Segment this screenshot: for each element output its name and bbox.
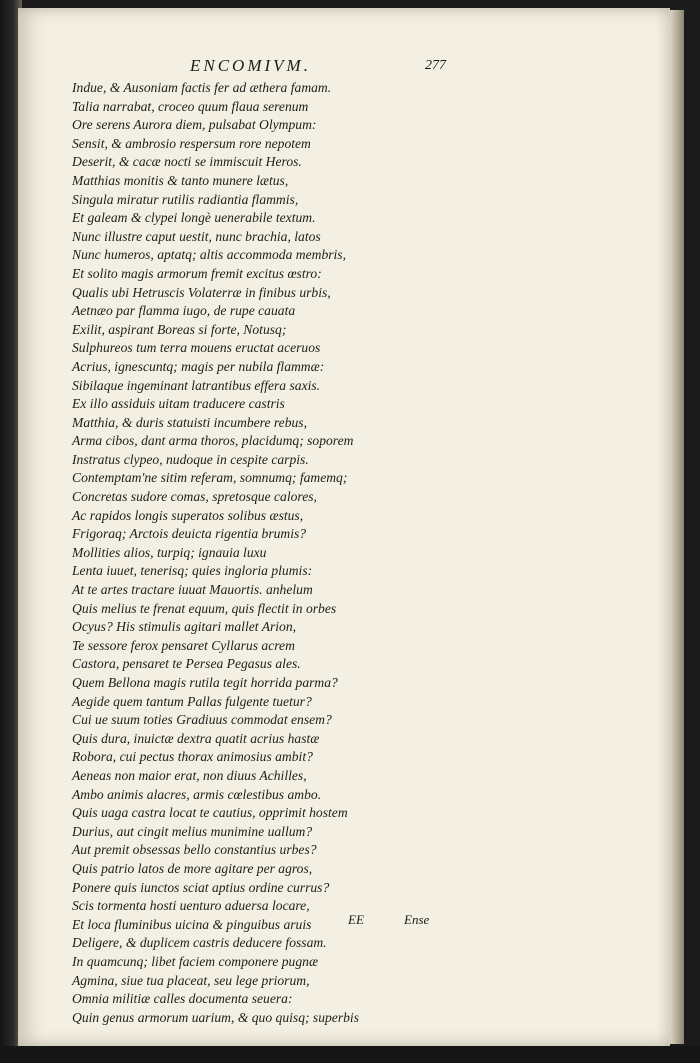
verse-line: Frigoraq; Arctois deuicta rigentia brumis? bbox=[72, 526, 307, 542]
page-number: 277 bbox=[425, 58, 446, 73]
verse-line: Omnia militiæ calles documenta seuera: bbox=[72, 991, 293, 1007]
verse-line: Et loca fluminibus uicina & pinguibus aruis bbox=[72, 916, 312, 932]
verse-line: Deserit, & cacæ nocti se immiscuit Heros. bbox=[72, 154, 302, 170]
verse-line: Deligere, & duplicem castris deducere fossam. bbox=[72, 935, 327, 951]
verse-line: Scis tormenta hosti uenturo aduersa locare, bbox=[72, 898, 310, 914]
verse-line: Lenta iuuet, tenerisq; quies ingloria plumis: bbox=[72, 563, 313, 579]
running-head: ENCOMIVM. bbox=[190, 56, 311, 75]
verse-line: Ore serens Aurora diem, pulsabat Olympum: bbox=[72, 117, 317, 133]
verse-line: Ocyus? His stimulis agitari mallet Arion, bbox=[72, 619, 297, 635]
verse-line: Singula miratur rutilis radiantia flammis, bbox=[72, 191, 299, 207]
verse-line: Agmina, siue tua placeat, seu lege priorum, bbox=[72, 972, 310, 988]
verse-line: Sulphureos tum terra mouens eructat aceruos bbox=[72, 340, 321, 356]
verse-line: Quin genus armorum uarium, & quo quisq; superbis bbox=[72, 1009, 359, 1025]
verse-line: Matthias monitis & tanto munere lætus, bbox=[72, 172, 289, 188]
scan-background bbox=[0, 1046, 700, 1063]
verse-line: Quem Bellona magis rutila tegit horrida parma? bbox=[72, 675, 338, 690]
verse-line: Aut premit obsessas bello constantius urbes? bbox=[72, 842, 317, 858]
verse-line: Instratus clypeo, nudoque in cespite carpis. bbox=[72, 451, 309, 467]
verse-line: Aegide quem tantum Pallas fulgente tuetur? bbox=[72, 693, 312, 709]
verse-line: Indue, & Ausoniam factis fer ad æthera famam. bbox=[72, 80, 332, 95]
verse-line: Aeneas non maior erat, non diuus Achilles, bbox=[72, 767, 307, 783]
verse-text bbox=[72, 79, 492, 1027]
verse-line: Et galeam & clypei longè uenerabile textum. bbox=[72, 210, 316, 226]
verse-line: Contemptam'ne sitim referam, somnumq; famemq; bbox=[72, 470, 348, 486]
verse-line: Sensit, & ambrosio respersum rore nepotem bbox=[72, 135, 311, 151]
verse-line: Ex illo assiduis uitam traducere castris bbox=[72, 396, 285, 412]
verse-line: Durius, aut cingit melius munimine uallum? bbox=[72, 823, 313, 839]
catchword: Ense bbox=[404, 912, 430, 927]
verse-line: Arma cibos, dant arma thoros, placidumq; soporem bbox=[72, 433, 354, 449]
verse-line: Nunc illustre caput uestit, nunc brachia, latos bbox=[72, 228, 321, 244]
verse-line: Castora, pensaret te Persea Pegasus ales. bbox=[72, 656, 301, 672]
verse-line: Quis melius te frenat equum, quis flectit in orbes bbox=[72, 600, 337, 616]
verse-line: At te artes tractare iuuat Mauortis. anhelum bbox=[72, 582, 313, 598]
verse-line: Quis uaga castra locat te cautius, opprimit hostem bbox=[72, 805, 348, 821]
verse-line: Et solito magis armorum fremit excitus œstro: bbox=[72, 265, 322, 281]
verse-line: Te sessore ferox pensaret Cyllarus acrem bbox=[72, 637, 295, 653]
verse-line: Sibilaque ingeminant latrantibus effera saxis. bbox=[72, 377, 321, 393]
verse-line: Ambo animis alacres, armis cœlestibus ambo. bbox=[72, 786, 322, 802]
verse-line: Matthia, & duris statuisti incumbere rebus, bbox=[72, 414, 307, 430]
verse-line: Quis patrio latos de more agitare per agros, bbox=[72, 860, 313, 876]
verse-line: Nunc humeros, aptatq; altis accommoda membris, bbox=[72, 247, 346, 263]
verse-line: Acrius, ignescuntq; magis per nubila flammæ: bbox=[72, 358, 325, 374]
verse-line: In quamcunq; libet faciem componere pugnæ bbox=[72, 953, 319, 969]
verse-line: Cui ue suum toties Gradiuus commodat ensem? bbox=[72, 712, 332, 728]
verse-line: Robora, cui pectus thorax animosius ambit? bbox=[72, 749, 313, 765]
verse-line: Quis dura, inuictæ dextra quatit acrius hastæ bbox=[72, 730, 320, 746]
verse-line: Qualis ubi Hetruscis Volaterræ in finibus urbis, bbox=[72, 284, 331, 300]
verse-line: Exilit, aspirant Boreas si forte, Notusq; bbox=[72, 321, 287, 337]
verse-line: Aetnæo par flamma iugo, de rupe cauata bbox=[72, 303, 296, 319]
verse-line: Ac rapidos longis superatos solibus æstus, bbox=[72, 507, 304, 523]
signature-mark: EE bbox=[348, 912, 364, 927]
page-edge bbox=[670, 10, 684, 1044]
verse-line: Concretas sudore comas, spretosque calores, bbox=[72, 489, 317, 505]
verse-line: Ponere quis iunctos sciat aptius ordine currus? bbox=[72, 879, 330, 895]
verse-line: Talia narrabat, croceo quum flaua serenum bbox=[72, 98, 309, 114]
verse-line: Mollities alios, turpiq; ignauia luxu bbox=[72, 544, 267, 560]
